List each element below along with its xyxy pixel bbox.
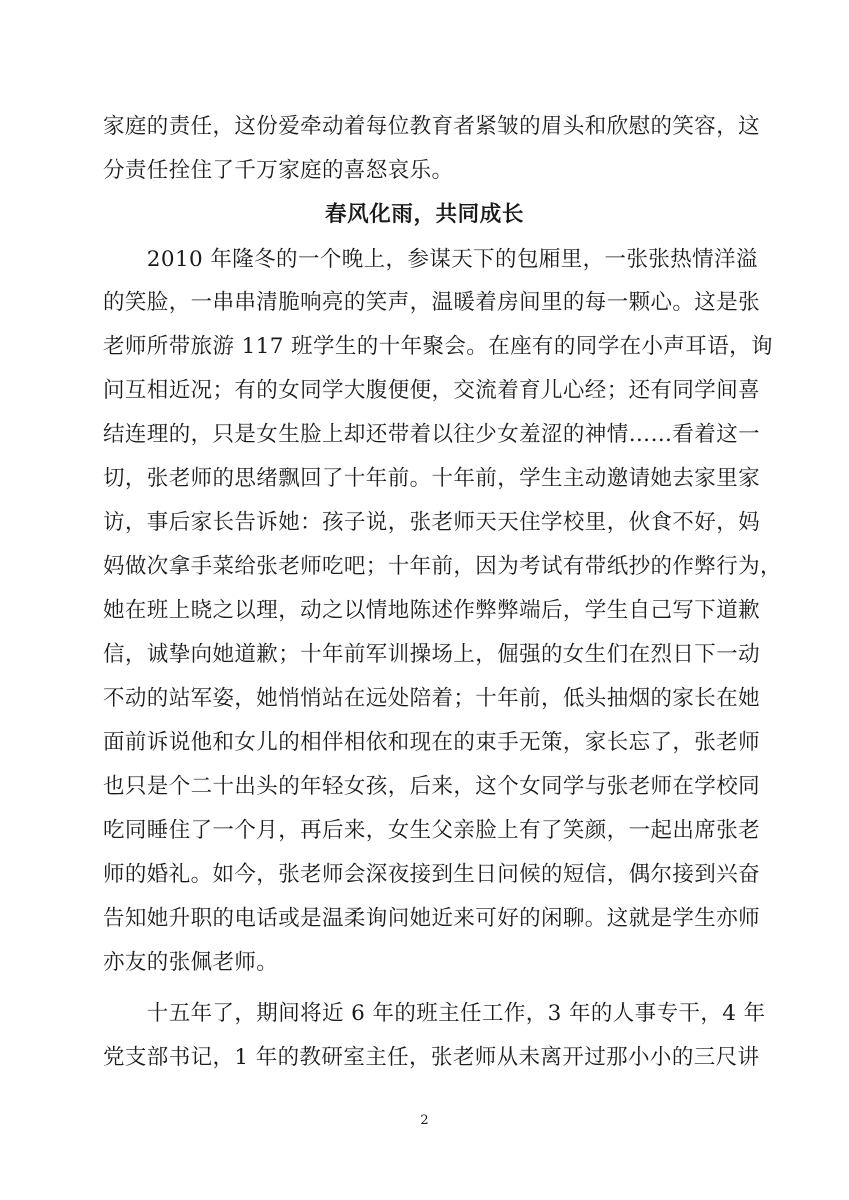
- paragraph-line: 问互相近况；有的女同学大腹便便，交流着育儿心经；还有同学间喜: [103, 378, 761, 403]
- paragraph-line: 吃同睡住了一个月，再后来，女生父亲脸上有了笑颜，一起出席张老: [103, 818, 761, 843]
- paragraph-line: 不动的站军姿，她悄悄站在远处陪着；十年前，低头抽烟的家长在她: [103, 686, 761, 711]
- paragraph-line: 面前诉说他和女儿的相伴相依和现在的束手无策，家长忘了，张老师: [103, 730, 761, 755]
- paragraph-line: 也只是个二十出头的年轻女孩，后来，这个女同学与张老师在学校同: [103, 774, 761, 799]
- paragraph-line: 访，事后家长告诉她：孩子说，张老师天天住学校里，伙食不好，妈: [103, 510, 761, 535]
- paragraph-line: 切，张老师的思绪飘回了十年前。十年前，学生主动邀请她去家里家: [103, 466, 761, 491]
- paragraph-line: 的笑脸，一串串清脆响亮的笑声，温暖着房间里的每一颗心。这是张: [103, 290, 761, 315]
- paragraph-line: 结连理的，只是女生脸上却还带着以往少女羞涩的神情……看着这一: [103, 422, 761, 447]
- paragraph-line: 十五年了，期间将近 6 年的班主任工作，3 年的人事专干，4 年: [103, 1001, 766, 1026]
- intro-line: 分责任拴住了千万家庭的喜怒哀乐。: [103, 158, 454, 183]
- paragraph-line: 妈做次拿手菜给张老师吃吧；十年前，因为考试有带纸抄的作弊行为，: [103, 554, 782, 579]
- paragraph-line: 党支部书记，1 年的教研室主任，张老师从未离开过那小小的三尺讲: [103, 1045, 760, 1070]
- paragraph-line: 2010 年隆冬的一个晚上，参谋天下的包厢里，一张张热情洋溢: [103, 247, 758, 272]
- paragraph-line: 亦友的张佩老师。: [103, 950, 279, 975]
- paragraph-line: 她在班上晓之以理，动之以情地陈述作弊弊端后，学生自己写下道歉: [103, 598, 761, 623]
- page-number: 2: [420, 1113, 429, 1128]
- paragraph-line: 老师所带旅游 117 班学生的十年聚会。在座有的同学在小声耳语，询: [103, 334, 773, 359]
- paragraph-line: 师的婚礼。如今，张老师会深夜接到生日问候的短信，偶尔接到兴奋: [103, 862, 761, 887]
- section-heading: 春风化雨，共同成长: [325, 202, 524, 227]
- intro-line: 家庭的责任，这份爱牵动着每位教育者紧皱的眉头和欣慰的笑容，这: [103, 114, 761, 139]
- paragraph-line: 信，诚挚向她道歉；十年前军训操场上，倔强的女生们在烈日下一动: [103, 642, 761, 667]
- paragraph-line: 告知她升职的电话或是温柔询问她近来可好的闲聊。这就是学生亦师: [103, 906, 761, 931]
